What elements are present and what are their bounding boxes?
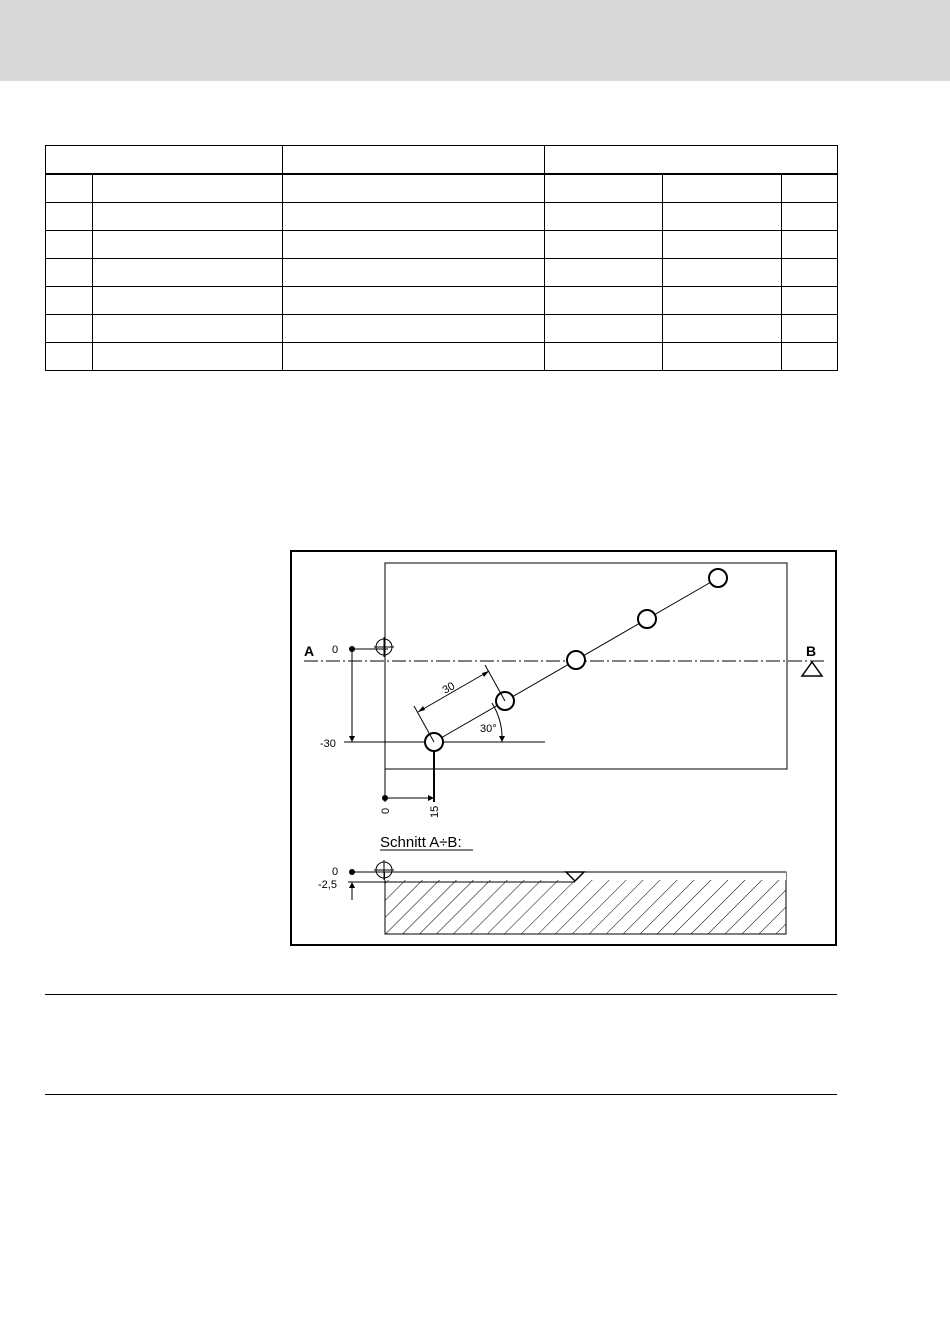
angle-label: 30° (480, 723, 497, 735)
parameter-table (45, 145, 838, 371)
table-cell (93, 231, 283, 259)
table-cell (782, 343, 838, 371)
table-cell (545, 343, 663, 371)
y-minus30-label: -30 (320, 738, 336, 750)
spacing-arrow-start (418, 706, 425, 712)
table-header-cell (283, 146, 545, 175)
table-cell (283, 203, 545, 231)
table-cell (46, 315, 93, 343)
label-b: B (806, 643, 817, 659)
table-cell (283, 315, 545, 343)
x-zero-label: 0 (380, 807, 392, 814)
table-cell (545, 287, 663, 315)
section-title: Schnitt A÷B: (380, 834, 462, 851)
section-hatched-body (385, 872, 786, 934)
table-cell (663, 203, 782, 231)
table-cell (46, 343, 93, 371)
table-cell (93, 174, 283, 203)
table-row (46, 203, 838, 231)
table-cell (93, 259, 283, 287)
hole-4 (638, 610, 656, 628)
table-cell (46, 231, 93, 259)
spacing-extension-1 (414, 706, 434, 742)
y-dimension-arrow (349, 736, 355, 742)
table-cell (93, 315, 283, 343)
depth-value-label: -2,5 (318, 879, 337, 891)
page-header-band (0, 0, 950, 81)
table-cell (663, 174, 782, 203)
section-b-triangle (802, 662, 822, 676)
table-cell (782, 231, 838, 259)
table-cell (46, 203, 93, 231)
table-cell (782, 287, 838, 315)
table-cell (782, 315, 838, 343)
hole-5 (709, 569, 727, 587)
x-15-label: 15 (429, 805, 441, 818)
table-header-row (46, 146, 838, 175)
table-cell (545, 259, 663, 287)
table-cell (46, 174, 93, 203)
table-cell (663, 315, 782, 343)
table-row (46, 315, 838, 343)
table-cell (283, 287, 545, 315)
table-cell (663, 287, 782, 315)
table-row (46, 174, 838, 203)
table-cell (545, 203, 663, 231)
table-header-cell (46, 146, 283, 175)
section-top-band (385, 872, 786, 880)
table-cell (283, 174, 545, 203)
table-cell (46, 287, 93, 315)
table-cell (663, 343, 782, 371)
table-cell (93, 203, 283, 231)
table-cell (782, 259, 838, 287)
table-cell (46, 259, 93, 287)
table-cell (93, 343, 283, 371)
table-cell (545, 231, 663, 259)
table-cell (545, 174, 663, 203)
spacing-label: 30 (440, 680, 458, 697)
y-zero-label: 0 (332, 644, 339, 656)
table-row (46, 343, 838, 371)
table-cell (93, 287, 283, 315)
table-cell (283, 343, 545, 371)
footer-rule-bottom (45, 1094, 837, 1095)
table-header-cell (545, 146, 838, 175)
workpiece-outline (385, 563, 787, 769)
table-cell (782, 203, 838, 231)
table-cell (283, 231, 545, 259)
depth-zero-label: 0 (332, 866, 339, 878)
table-cell (663, 259, 782, 287)
spacing-extension-2 (485, 665, 505, 701)
angle-arrow (499, 736, 505, 742)
table-row (46, 287, 838, 315)
table-cell (782, 174, 838, 203)
drilling-pattern-drawing (290, 550, 837, 946)
hole-3 (567, 651, 585, 669)
table-cell (663, 231, 782, 259)
spacing-arrow-end (482, 671, 489, 677)
table-cell (283, 259, 545, 287)
depth-arrow (349, 882, 355, 888)
table-row (46, 259, 838, 287)
label-a: A (304, 643, 315, 659)
footer-rule-top (45, 994, 837, 995)
table-row (46, 231, 838, 259)
table-cell (545, 315, 663, 343)
